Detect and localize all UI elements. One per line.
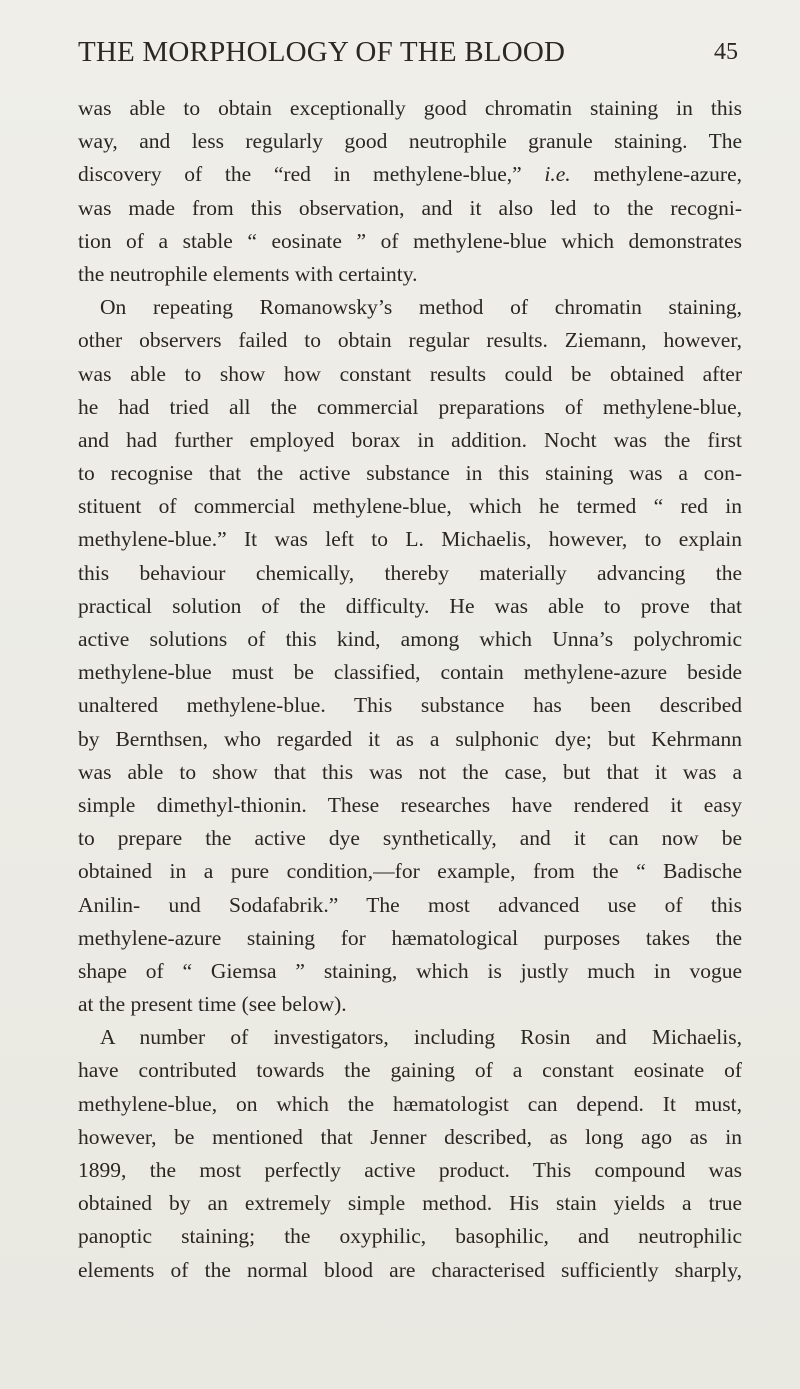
text-line: have contributed towards the gaining of a constant eosinate of <box>78 1058 742 1083</box>
text-line: was able to obtain exceptionally good chromatin staining in this <box>78 96 742 120</box>
text-line: simple dimethyl-thionin. These researches have rendered it easy <box>78 792 742 817</box>
text-line: obtained by an extremely simple method. His stain yields a true <box>78 1191 742 1216</box>
body-text <box>78 92 742 1287</box>
text-line: stituent of commercial methylene-blue, which he termed “ red in <box>78 494 742 519</box>
text-line: methylene-blue, on which the hæmatologist can depend. It must, <box>78 1091 742 1116</box>
text-line: was able to show how constant results could be obtained after <box>78 361 742 386</box>
text-line: to prepare the active dye synthetically, and it can now be <box>78 826 742 851</box>
text-line: he had tried all the commercial preparations of methylene-blue, <box>78 394 742 419</box>
text-line: obtained in a pure condition,—for example, from the “ Badische <box>78 859 742 884</box>
text-line: at the present time (see below). <box>78 992 347 1017</box>
text-line: however, be mentioned that Jenner described, as long ago as in <box>78 1124 742 1149</box>
text-line: active solutions of this kind, among which Unna’s polychromic <box>78 627 742 651</box>
text-line: by Bernthsen, who regarded it as a sulphonic dye; but Kehrmann <box>78 726 742 751</box>
text-line: methylene-blue.” It was left to L. Michaelis, however, to explain <box>78 527 742 552</box>
text-line: practical solution of the difficulty. He was able to prove that <box>78 593 742 618</box>
text-line: panoptic staining; the oxyphilic, basophilic, and neutrophilic <box>78 1224 742 1249</box>
text-line: tion of a stable “ eosinate ” of methylene-blue which demonstrates <box>78 228 742 253</box>
page-number: 45 <box>714 39 738 65</box>
running-head <box>78 36 738 76</box>
text-line: methylene-azure staining for hæmatological purposes takes the <box>78 925 742 950</box>
italic-abbreviation: i.e. <box>544 162 571 187</box>
text-line: unaltered methylene-blue. This substance has been described <box>78 693 742 718</box>
text-line: elements of the normal blood are characterised sufficiently sharply, <box>78 1257 742 1282</box>
text-line: way, and less regularly good neutrophile granule staining. The <box>78 129 742 154</box>
text-line: methylene-blue must be classified, contain methylene-azure beside <box>78 660 742 685</box>
text-line: A number of investigators, including Rosin and Michaelis, <box>100 1025 742 1050</box>
running-title: THE MORPHOLOGY OF THE BLOOD <box>78 36 566 68</box>
text-line: Anilin- und Sodafabrik.” The most advanced use of this <box>78 892 742 917</box>
text-line: and had further employed borax in addition. Nocht was the first <box>78 427 742 452</box>
text-line: was able to show that this was not the case, but that it was a <box>78 759 742 784</box>
text-line: 1899, the most perfectly active product. This compound was <box>78 1158 742 1182</box>
text-line: this behaviour chemically, thereby materially advancing the <box>78 560 742 585</box>
text-line: the neutrophile elements with certainty. <box>78 261 418 286</box>
text-line: discovery of the “red in methylene-blue,” i.e. methylene-azure, <box>78 162 742 187</box>
text-line: was made from this observation, and it also led to the recogni- <box>78 195 742 220</box>
text-line: On repeating Romanowsky’s method of chromatin staining, <box>100 295 742 320</box>
text-line: shape of “ Giemsa ” staining, which is justly much in vogue <box>78 958 742 983</box>
text-line: other observers failed to obtain regular results. Ziemann, however, <box>78 328 742 353</box>
text-line: to recognise that the active substance in this staining was a con- <box>78 461 742 486</box>
